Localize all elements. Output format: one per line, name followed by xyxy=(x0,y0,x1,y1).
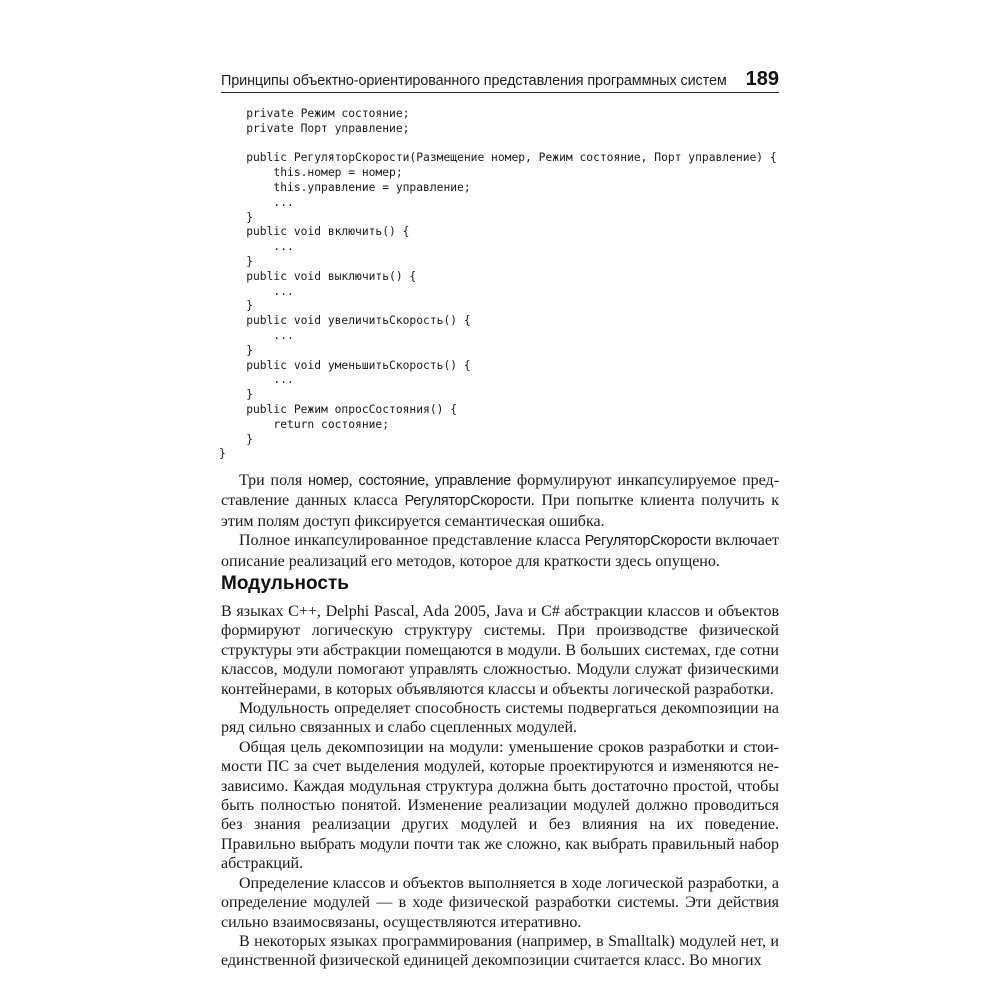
body-paragraph: Общая цель декомпозиции на модули: уменьшение сроков разработки и стоимости ПС за счет выделения модулей, которые проектируются и изменяются независимо. Каждая модульная структура должна быть достаточно простой, чтобы быть полностью понятой. Изменение реализации модулей должно проводиться без знания реализации других модулей и без влияния на их поведение. Правильно выбрать модули почти так же сложно, как выбрать правильный набор абстракций. xyxy=(221,738,779,873)
code-line: } xyxy=(219,210,254,224)
section-heading: Модульность xyxy=(221,573,349,594)
code-line: public Режим опросСостояния() { xyxy=(219,402,458,416)
inline-code-nomer: номер xyxy=(308,473,349,489)
paragraph-fields: Три поля номер, состояние, управление формулируют инкапсулируемое представление данных класса РегуляторСкорости. При попытке клиента получить к этим полям доступ фиксируется семантическая ошибка. xyxy=(221,472,780,530)
code-line: public void уменьшитьСкорость() { xyxy=(219,358,471,372)
code-explanation xyxy=(221,471,779,571)
inline-code-class-name: РегуляторСкорости xyxy=(404,493,531,510)
code-line xyxy=(219,137,777,152)
code-listing xyxy=(219,107,777,462)
code-line: private Режим состояние; xyxy=(219,107,410,120)
code-line: public void включить() { xyxy=(219,225,410,239)
code-line: this.номер = номер; xyxy=(219,166,403,180)
inline-code-upravlenie: управление xyxy=(434,473,512,489)
code-line: public РегуляторСкорости(Размещение номер, Режим состояние, Порт управление) { xyxy=(219,151,777,165)
body-paragraph: Определение классов и объектов выполняется в ходе логической разработки, а определение модулей — в ходе физической разработки системы. Эти действия сильно взаимосвязаны, осуществляются итеративно. xyxy=(221,874,779,931)
header-rule xyxy=(221,92,779,93)
code-line: } xyxy=(219,343,254,357)
body-paragraph: В некоторых языках программирования (например, в Smalltalk) модулей нет, и единственной физической единицей декомпозиции считается класс. Во многих xyxy=(221,932,779,970)
body-paragraph: В языках C++, Delphi Pascal, Ada 2005, Java и C# абстракции классов и объектов формируют логическую структуру системы. При производстве физической структуры эти абстракции помещаются в модули. В больших системах, где сотни классов, модули помогают управлять сложностью. Модули служат физическими контейнерами, в которых объявляются классы и объекты логической разработки. xyxy=(221,603,779,698)
code-line: ... xyxy=(219,284,294,298)
code-line: ... xyxy=(219,328,294,342)
code-line: ... xyxy=(219,195,294,209)
code-line: } xyxy=(219,254,254,268)
code-line: } xyxy=(219,447,226,461)
running-header-title: Принципы объектно-ориентированного представления программных систем xyxy=(221,73,727,89)
inline-code-class-name: РегуляторСкорости xyxy=(584,533,711,550)
code-line: public void увеличитьСкорость() { xyxy=(219,314,471,328)
page-number: 189 xyxy=(745,68,779,90)
code-line: private Порт управление; xyxy=(219,121,410,135)
code-line: return состояние; xyxy=(219,417,390,431)
code-line: this.управление = управление; xyxy=(219,180,471,194)
code-line: public void выключить() { xyxy=(219,269,417,283)
code-line: ... xyxy=(219,373,294,387)
section-body xyxy=(221,602,779,971)
paragraph-full-representation: Полное инкапсулированное представление класса РегуляторСкорости включает описание реализаций его методов, которое для краткости здесь опущено. xyxy=(221,532,779,570)
code-line: } xyxy=(219,299,254,313)
code-line: ... xyxy=(219,240,294,254)
inline-code-sostoyanie: состояние xyxy=(358,473,426,489)
code-line: } xyxy=(219,388,254,402)
code-line: } xyxy=(219,432,254,446)
body-paragraph: Модульность определяет способность системы подвергаться декомпозиции на ряд сильно связанных и слабо сцепленных модулей. xyxy=(221,700,779,737)
